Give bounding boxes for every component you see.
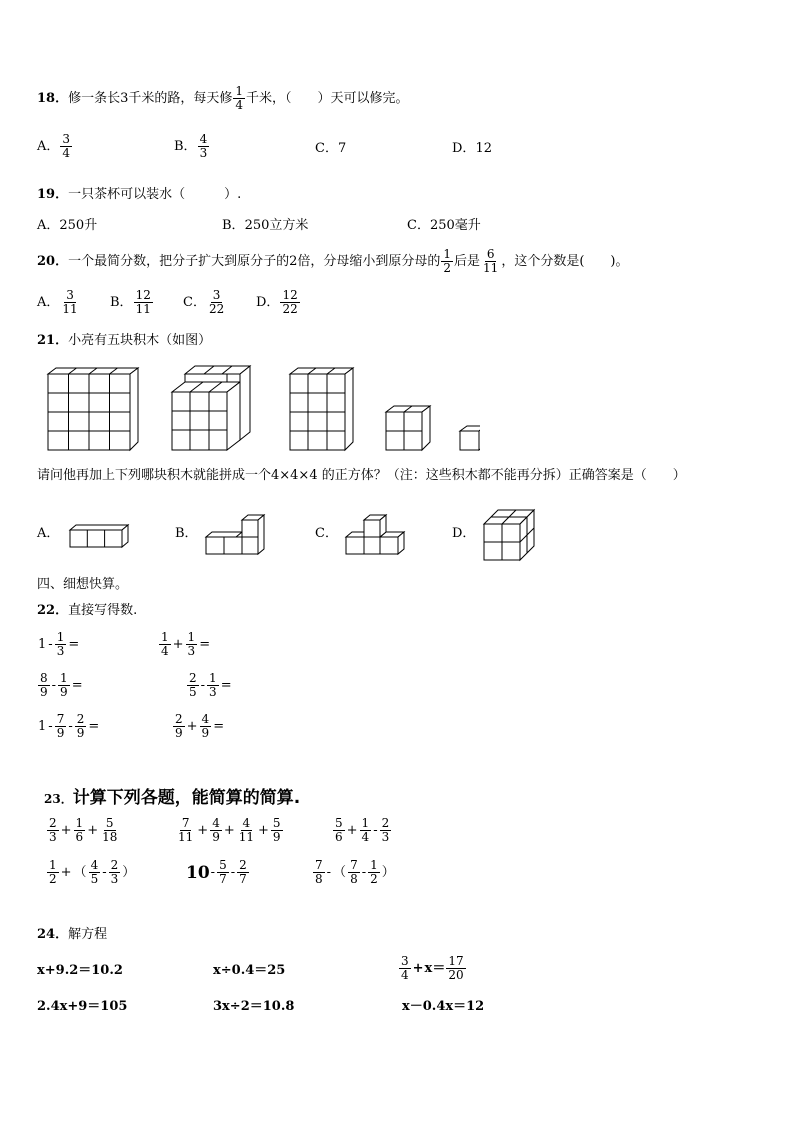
q24-eq-3: $\frac{3}{4}$ + x ＝ $\frac{17}{20}$ [401, 954, 464, 982]
q22-expr-6: $\frac{2}{9}$ + $\frac{4}{9}$ = [175, 712, 225, 740]
q18-stem [37, 85, 409, 112]
q22-expr-3: $\frac{8}{9}$ - $\frac{1}{9}$ = [40, 671, 83, 699]
q20-option-c: C． $\frac{3}{22}$ [183, 288, 225, 316]
q21-blocks-figure [40, 360, 480, 460]
q20-fraction-2: $\frac{6}{11}$ [483, 247, 499, 275]
q21-question: 请问他再加上下列哪块积木就能拼成一个4×4×4 的正方体？（注：这些积木都不能再分拆）正确答案是（ ） [37, 468, 686, 483]
q21-option-b-figure [200, 508, 272, 558]
q23-expr-1: $\frac{2}{3}$ + $\frac{1}{6}$ + $\frac{5}{18}$ [49, 816, 118, 844]
q24-stem: 24．解方程 [37, 927, 108, 942]
q22-expr-2: $\frac{1}{4}$ + $\frac{1}{3}$ = [161, 630, 211, 658]
q21-option-b-label: B． [175, 526, 198, 541]
q19-stem: 19．一只茶杯可以装水（ ）. [37, 187, 242, 202]
q19-option-c: C．250毫升 [407, 218, 481, 233]
q24-eq-4: 2.4x+9＝105 [37, 999, 128, 1014]
q22-expr-1: 1 - $\frac{1}{3}$ = [38, 630, 80, 658]
q22-expr-5: 1 - $\frac{7}{9}$ - $\frac{2}{9}$ = [38, 712, 100, 740]
q24-eq-1: x+9.2＝10.2 [37, 963, 123, 978]
q23-expr-3: $\frac{5}{6}$ + $\frac{1}{4}$ - $\frac{2}{3}$ [335, 816, 390, 844]
q19-option-b: B．250立方米 [222, 218, 309, 233]
q21-option-a-figure [66, 520, 136, 552]
q21-option-d-label: D． [452, 526, 476, 541]
q20-stem: 20． 一个最简分数，把分子扩大到原分子的2倍，分母缩小到原分母的 $\frac{1}{2}$ 后是 $\frac{6}{11}$ ，这个分数是( )。 [37, 247, 629, 275]
q22-stem: 22．直接写得数. [37, 603, 138, 618]
q20-fraction-1: $\frac{1}{2}$ [443, 247, 452, 275]
q18-text-a: 修一条长3千米的路，每天修 [68, 90, 233, 106]
q24-eq-5: 3x÷2＝10.8 [213, 999, 295, 1014]
q20-option-a: A． $\frac{3}{11}$ [37, 288, 78, 316]
q21-stem: 21．小亮有五块积木（如图） [37, 333, 212, 348]
q18-option-d: D．12 [452, 141, 492, 156]
q22-expr-4: $\frac{2}{5}$ - $\frac{1}{3}$ = [189, 671, 232, 699]
q23-expr-6: $\frac{7}{8}$ - （ $\frac{7}{8}$ - $\frac{1}{2}$ ） [315, 858, 395, 886]
q23-expr-5: 10 - $\frac{5}{7}$ - $\frac{2}{7}$ [186, 858, 247, 886]
block-4 [386, 406, 430, 450]
q19-option-a: A．250升 [37, 218, 98, 233]
q24-eq-6: x－0.4x＝12 [402, 999, 485, 1014]
q18-option-c: C．7 [315, 141, 347, 156]
q18-option-b: B． $\frac{4}{3}$ [174, 132, 208, 160]
q18-option-a: A． $\frac{3}{4}$ [37, 132, 71, 160]
block-2 [172, 366, 250, 450]
q24-eq-2: x÷0.4＝25 [213, 963, 286, 978]
q20-option-b: B． $\frac{12}{11}$ [110, 288, 151, 316]
q23-expr-4: $\frac{1}{2}$ + （ $\frac{4}{5}$ - $\frac{2}{3}$ ） [49, 858, 136, 886]
q18-text-b: 千米，（ ）天可以修完。 [246, 90, 409, 106]
q21-option-d-figure [478, 504, 542, 564]
q23-stem: 23．计算下列各题，能简算的简算. [44, 788, 301, 808]
block-1 [48, 368, 138, 450]
q20-option-d: D． $\frac{12}{22}$ [256, 288, 298, 316]
section-4-title: 四、细想快算。 [37, 577, 129, 592]
q18-number: 18． [37, 90, 69, 106]
block-5 [460, 426, 480, 450]
q21-option-a-label: A． [37, 526, 60, 541]
q23-expr-2: $\frac{7}{11}$ + $\frac{4}{9}$ + $\frac{4}{11}$ + $\frac{5}{9}$ [178, 816, 281, 844]
block-3 [290, 368, 353, 450]
q21-option-c-figure [340, 508, 412, 558]
q21-option-c-label: C． [315, 526, 338, 541]
q18-fraction: $\frac{1}{4}$ [235, 84, 244, 112]
